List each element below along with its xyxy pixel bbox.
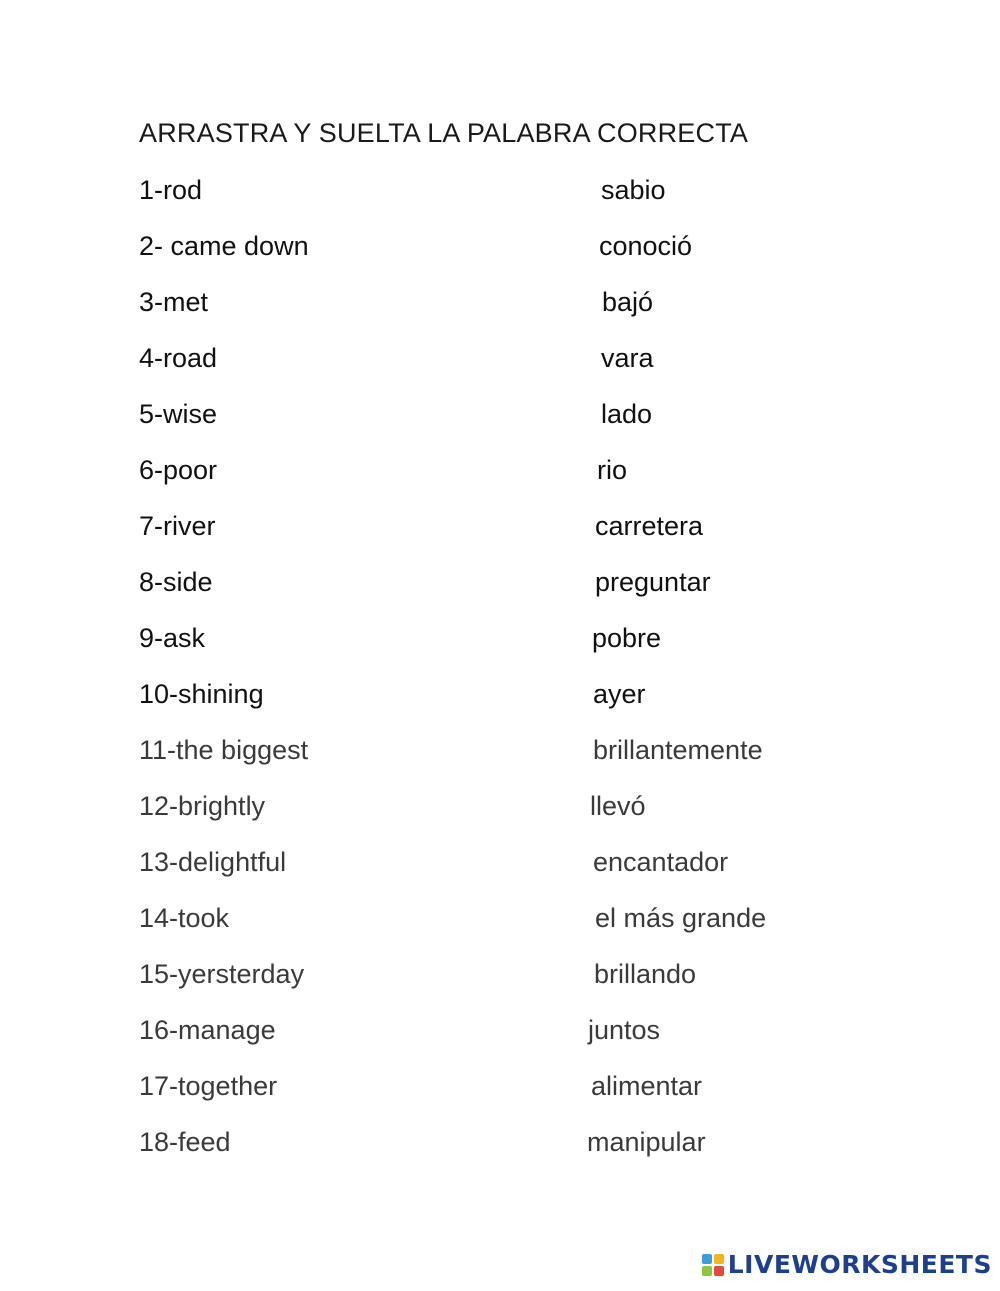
list-item [0,175,1000,215]
list-item [0,735,1000,775]
list-item [0,231,1000,271]
english-term: 18-feed [139,1127,231,1157]
spanish-term[interactable]: pobre [592,623,662,653]
spanish-term[interactable]: lado [601,399,653,429]
spanish-term[interactable]: manipular [587,1127,706,1157]
spanish-term[interactable]: llevó [590,791,646,821]
english-term: 14-took [139,903,230,933]
list-item [0,623,1000,663]
list-item [0,791,1000,831]
list-item [0,847,1000,887]
list-item [0,455,1000,495]
list-item [0,287,1000,327]
spanish-term[interactable]: bajó [602,287,654,317]
english-term: 5-wise [139,399,218,429]
list-item [0,567,1000,607]
list-item [0,959,1000,999]
english-term: 10-shining [139,679,264,709]
spanish-term[interactable]: ayer [593,679,646,709]
logo-mark-icon [702,1254,724,1276]
spanish-term[interactable]: sabio [601,175,666,205]
spanish-term[interactable]: brillantemente [593,735,763,765]
english-term: 11-the biggest [139,735,309,765]
spanish-term[interactable]: juntos [588,1015,661,1045]
english-term: 3-met [139,287,209,317]
english-term: 8-side [139,567,213,597]
spanish-term[interactable]: conoció [599,231,693,261]
spanish-term[interactable]: preguntar [595,567,711,597]
spanish-term[interactable]: el más grande [595,903,767,933]
list-item [0,1127,1000,1167]
spanish-term[interactable]: encantador [593,847,729,877]
spanish-term[interactable]: vara [601,343,654,373]
worksheet-title: ARRASTRA Y SUELTA LA PALABRA CORRECTA [139,118,749,148]
english-term: 9-ask [139,623,206,653]
english-term: 6-poor [139,455,218,485]
spanish-term[interactable]: brillando [594,959,697,989]
english-term: 16-manage [139,1015,276,1045]
english-term: 12-brightly [139,791,266,821]
english-term: 1-rod [139,175,203,205]
english-term: 13-delightful [139,847,287,877]
liveworksheets-logo[interactable] [702,1250,992,1279]
english-term: 2- came down [139,231,309,261]
english-term: 15-yersterday [139,959,305,989]
logo-text: LIVEWORKSHEETS [727,1250,992,1279]
english-term: 17-together [139,1071,278,1101]
list-item [0,1071,1000,1111]
spanish-term[interactable]: alimentar [591,1071,703,1101]
spanish-term[interactable]: rio [597,455,628,485]
list-item [0,399,1000,439]
english-term: 7-river [139,511,216,541]
list-item [0,679,1000,719]
list-item [0,511,1000,551]
spanish-term[interactable]: carretera [595,511,704,541]
english-term: 4-road [139,343,218,373]
list-item [0,903,1000,943]
list-item [0,1015,1000,1055]
list-item [0,343,1000,383]
